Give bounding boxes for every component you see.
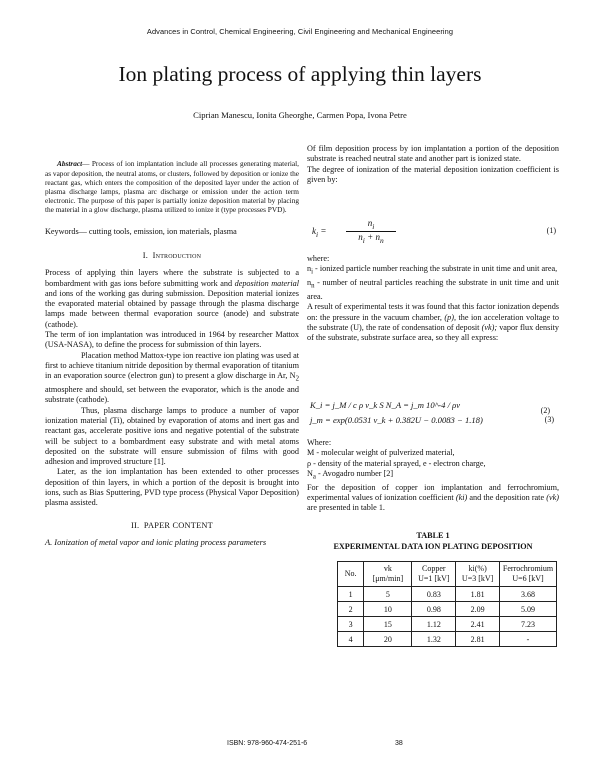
definition: $n_n$ - number of neutral particles reaching the substrate in unit time and unit area.	[307, 278, 559, 302]
page-number: 38	[395, 740, 403, 747]
table-row	[338, 602, 557, 617]
subsection-heading: A. Ionization of metal vapor and ionic plating process parameters	[45, 538, 267, 548]
paragraph: For the deposition of copper ion implantation and ferrochromium, experimental values of ionization coefficient (ki) and the deposition rate (vk) are presented in table 1.	[307, 482, 559, 513]
table-cell: 10	[364, 602, 412, 617]
definition: $N_a$ - Avogadro number [2]	[307, 468, 394, 481]
paragraph: Of film deposition process by ion implantation a portion of the deposition substrate is reached neutral state and another part is ionized state.	[307, 144, 559, 164]
definition: $n_i$ - ionized particle number reaching the substrate in unit time and unit area,	[307, 264, 558, 276]
table-row	[338, 632, 557, 647]
running-header: Advances in Control, Chemical Engineering, Civil Engineering and Mechanical Engineering	[146, 27, 454, 36]
paragraph: Placation method Mattox-type ion reactive ion plating was used at first to achieve titanium nitride deposition by thermal evaporation of titanium in an evaporation source (electron gun) to present a glow discharge in Ar, $N_2$ atmosphere and should, set between the evaporator, which is the anode and substrate (cathode).	[45, 350, 299, 405]
paragraph: Thus, plasma discharge lamps to produce a number of vapor ionization material (Ti), obtained by evaporation of atoms and inert gas and reactant gas, accelerate positive ions and negative potential of the substrate will be subject to a bombardment easy substrate and with metal atoms deposited on the substrate will ensure submission of films with good adhesion and improved structure [1].	[45, 405, 299, 467]
table-cell: 7.23	[500, 617, 557, 632]
data-table	[337, 561, 557, 647]
paper-title: Ion plating process of applying thin layers	[118, 62, 482, 86]
table-caption: TABLE 1 EXPERIMENTAL DATA ION PLATING DEPOSITION	[333, 531, 533, 551]
where-label: Where:	[307, 438, 332, 447]
equation-number: (1)	[546, 226, 556, 235]
table-cell: 15	[364, 617, 412, 632]
paragraph: Later, as the ion implantation has been extended to other processes deposition of thin layers, in which a portion of the deposit is brought into ions, such as Bias Sputtering, PVD type process (Physical Vapor Deposition) plasma assisted.	[45, 467, 299, 508]
equations-2-3	[310, 400, 560, 432]
table-cell: 20	[364, 632, 412, 647]
table-cell: 1.12	[412, 617, 456, 632]
left-column	[45, 152, 299, 555]
right-column-definitions	[307, 438, 559, 514]
table-header-cell: Ferrochromium U=6 [kV]	[500, 562, 557, 587]
section-heading-paper-content: II. PAPER CONTENT	[131, 520, 213, 530]
equation-number: (3)	[544, 415, 554, 424]
table-cell: -	[500, 632, 557, 647]
definition: M - molecular weight of pulverized material,	[307, 448, 455, 458]
table-cell: 2.41	[456, 617, 500, 632]
table-cell: 3	[338, 617, 364, 632]
abstract-text: — Process of ion implantation include all processes generating material, as vapor deposition, the neutral atoms, or clusters, followed by deposition or ionize the reactant gas, which enters the composition of the deposited layer under the action of plasma discharge lamps, plasma arc discharge or emission under the action term electronic. The purpose of this paper is partially ionize deposition material by placing the material in a glow discharge, plasma utilized to ionize it (type processes PVD).	[45, 159, 299, 215]
right-column	[307, 144, 559, 185]
table-row	[338, 617, 557, 632]
table-cell: 1.81	[456, 587, 500, 602]
isbn: ISBN: 978-960-474-251-6	[227, 740, 308, 747]
table-cell: 3.68	[500, 587, 557, 602]
keywords: Keywords— cutting tools, emission, ion materials, plasma	[45, 226, 237, 236]
table-cell: 2.09	[456, 602, 500, 617]
abstract	[45, 159, 299, 214]
equation-1: $k_i$ = $n_i$ $n_i + n_n$ (1)	[312, 218, 556, 245]
introduction-body	[45, 268, 299, 508]
abstract-label: Abstract	[57, 159, 83, 169]
paragraph: A result of experimental tests it was found that this factor ionization depends on: the pressure in the vacuum chamber, (p), the ion acceleration voltage to the substrate (U), the rate of condensation of deposit (vk); vapor flux density of the substrate, substrate surface area, so they all express:	[307, 302, 559, 343]
paragraph: The term of ion implantation was introduced in 1964 by researcher Mattox (USA-NASA), to define the process for submission of thin layers.	[45, 329, 299, 350]
equation-3: j_m = exp(0.0531 v_k + 0.382U − 0.0083 − 1.18)	[310, 415, 483, 425]
table-cell: 2	[338, 602, 364, 617]
paragraph: The degree of ionization of the material deposition ionization coefficient is given by:	[307, 164, 559, 184]
table-cell: 0.98	[412, 602, 456, 617]
definition: ρ - density of the material sprayed, e - electron charge,	[307, 458, 486, 468]
equation-2: K_i = j_M / c ρ v_k S N_A = j_m 10^-4 / ρv	[310, 400, 461, 410]
table-cell: 1.32	[412, 632, 456, 647]
table-cell: 2.81	[456, 632, 500, 647]
table-cell: 0.83	[412, 587, 456, 602]
paragraph: Process of applying thin layers where the substrate is subjected to a bombardment with gas ions before submitting work and deposition material and ions of the working gas during submission. Deposition material ionizes the evaporated material obtained by passage through the plasma discharge lamps made between thermal evaporation source (anode) and substrate (cathode).	[45, 268, 300, 329]
table-header-cell: No.	[338, 562, 364, 587]
table-cell: 5.09	[500, 602, 557, 617]
table-cell: 1	[338, 587, 364, 602]
author-list: Ciprian Manescu, Ionita Gheorghe, Carmen Popa, Ivona Petre	[193, 110, 407, 120]
where-label: where:	[307, 254, 330, 263]
equation-number: (2)	[540, 406, 550, 415]
table-header-cell: ki(%) U=3 [kV]	[456, 562, 500, 587]
table-cell: 4	[338, 632, 364, 647]
table-header-cell: vk [μm/min]	[364, 562, 412, 587]
table-row	[338, 587, 557, 602]
right-column-body	[307, 254, 559, 344]
table-cell: 5	[364, 587, 412, 602]
section-heading-introduction: I. Introduction	[142, 250, 202, 260]
table-header-cell: Copper U=1 [kV]	[412, 562, 456, 587]
